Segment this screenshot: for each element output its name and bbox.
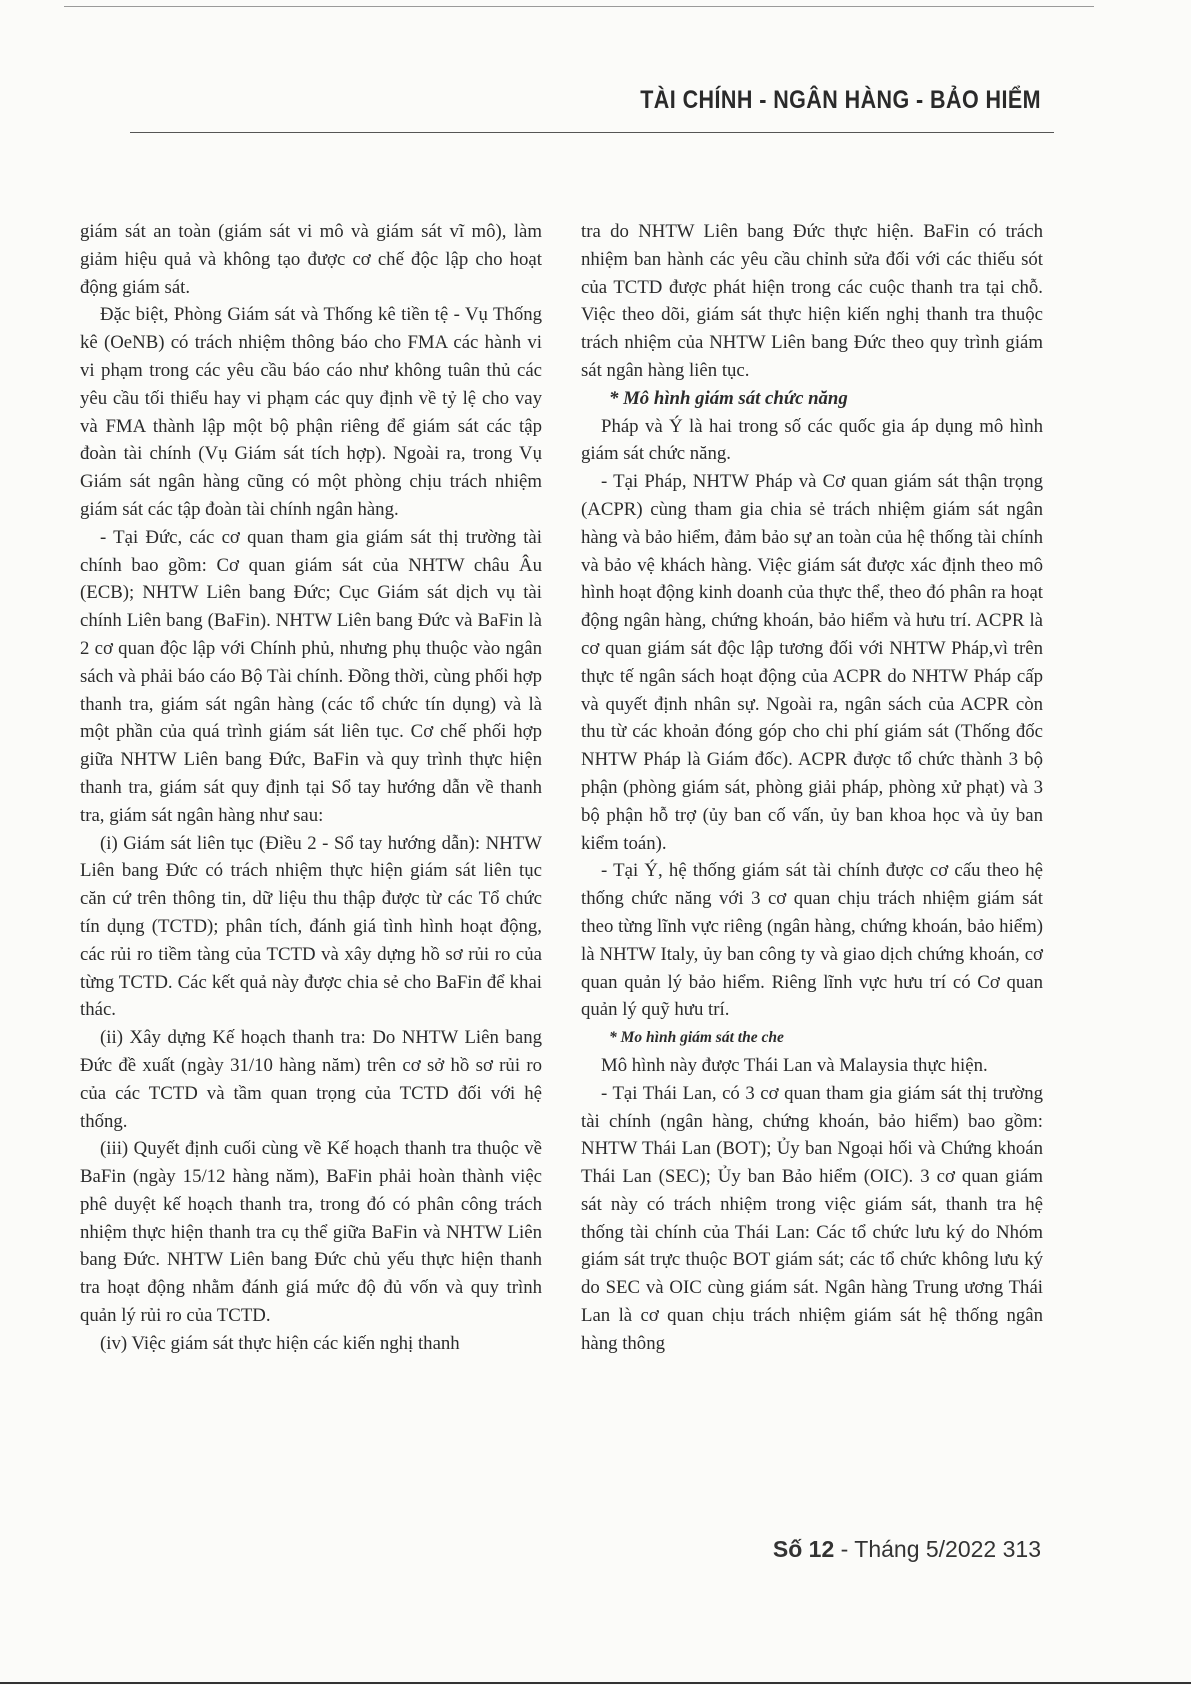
paragraph: (ii) Xây dựng Kế hoạch thanh tra: Do NHTW Liên bang Đức đề xuất (ngày 31/10 hàng năm) trên cơ sở hồ sơ rủi ro của các TCTD và tầm quan trọng của TCTD đối với hệ thống. — [80, 1027, 542, 1132]
section-heading: * Mô hình giám sát chức năng — [609, 387, 848, 409]
section-heading: * Mo hình giám sát the che — [609, 1029, 784, 1047]
paragraph: Pháp và Ý là hai trong số các quốc gia áp dụng mô hình giám sát chức năng. — [581, 415, 1043, 465]
header-rule — [130, 132, 1054, 133]
paragraph: (iv) Việc giám sát thực hiện các kiến nghị thanh — [100, 1332, 460, 1354]
paragraph: (iii) Quyết định cuối cùng về Kế hoạch thanh tra thuộc về BaFin (ngày 15/12 hàng năm), BaFin phải hoàn thành việc phê duyệt kế hoạch thanh tra, trong đó có phân công trách nhiệm thực hiện thanh tra cụ thể giữa BaFin và NHTW Liên bang Đức. NHTW Liên bang Đức chủ yếu thực hiện thanh tra hoạt động nhằm đánh giá mức độ đủ vốn và quy trình quản lý rủi ro của TCTD. — [80, 1138, 542, 1327]
page-number: 313 — [1002, 1536, 1041, 1562]
paragraph: giám sát an toàn (giám sát vi mô và giám sát vĩ mô), làm giảm hiệu quả và không tạo được cơ chế độc lập cho hoạt động giám sát. — [80, 221, 542, 298]
issue-date: - Tháng 5/2022 — [840, 1536, 997, 1562]
paragraph: Đặc biệt, Phòng Giám sát và Thống kê tiền tệ - Vụ Thống kê (OeNB) có trách nhiệm thông báo cho FMA các hành vi vi phạm trong các yêu cầu báo cáo như không tuân thủ các yêu cầu tối thiểu hay vi phạm các quy định về tỷ lệ cho vay và FMA thành lập một bộ phận riêng để giám sát các tập đoàn tài chính (Vụ Giám sát tích hợp). Ngoài ra, trong Vụ Giám sát ngân hàng cũng có một phòng chịu trách nhiệm giám sát các tập đoàn tài chính ngân hàng. — [80, 304, 542, 520]
paragraph: (i) Giám sát liên tục (Điều 2 - Sổ tay hướng dẫn): NHTW Liên bang Đức có trách nhiệm thực hiện giám sát liên tục căn cứ trên thông tin, dữ liệu thu thập được từ các Tổ chức tín dụng (TCTD); phân tích, đánh giá tình hình hoạt động, các rủi ro tiềm tàng của TCTD và xây dựng hồ sơ rủi ro của từng TCTD. Các kết quả này được chia sẻ cho BaFin để khai thác. — [80, 832, 542, 1021]
paragraph: tra do NHTW Liên bang Đức thực hiện. BaFin có trách nhiệm ban hành các yêu cầu chỉnh sửa đối với các thiếu sót của TCTD được phát hiện trong các cuộc thanh tra tại chỗ. Việc theo dõi, giám sát thực hiện kiến nghị thanh tra thuộc trách nhiệm của NHTW Liên bang Đức theo quy trình giám sát ngân hàng liên tục. — [581, 221, 1043, 381]
paragraph: Mô hình này được Thái Lan và Malaysia thực hiện. — [601, 1054, 988, 1076]
running-header: TÀI CHÍNH - NGÂN HÀNG - BẢO HIỂM — [640, 86, 1041, 114]
paragraph: - Tại Ý, hệ thống giám sát tài chính được cơ cấu theo hệ thống chức năng với 3 cơ quan chịu trách nhiệm giám sát theo từng lĩnh vực riêng (ngân hàng, chứng khoán, bảo hiểm) là NHTW Italy, ủy ban công ty và giao dịch chứng khoán, cơ quan quản lý bảo hiểm. Riêng lĩnh vực hưu trí có Cơ quan quản lý quỹ hưu trí. — [581, 860, 1043, 1021]
paragraph: - Tại Đức, các cơ quan tham gia giám sát thị trường tài chính bao gồm: Cơ quan giám sát của NHTW châu Âu (ECB); NHTW Liên bang Đức; Cục Giám sát dịch vụ tài chính Liên bang (BaFin). NHTW Liên bang Đức và BaFin là 2 cơ quan độc lập với Chính phủ, nhưng phụ thuộc vào ngân sách và phải báo cáo Bộ Tài chính. Đồng thời, cùng phối hợp thanh tra, giám sát ngân hàng (các tổ chức tín dụng) và là một phần của quá trình giám sát liên tục. Cơ chế phối hợp giữa NHTW Liên bang Đức, BaFin và quy trình thực hiện thanh tra, giám sát quy định tại Sổ tay hướng dẫn về thanh tra, giám sát ngân hàng như sau: — [80, 526, 542, 826]
page-footer — [773, 1536, 1041, 1563]
paragraph: - Tại Pháp, NHTW Pháp và Cơ quan giám sát thận trọng (ACPR) cùng tham gia chia sẻ trách nhiệm giám sát ngân hàng và bảo hiểm, đảm bảo sự an toàn của hệ thống tài chính và bảo vệ khách hàng. Việc giám sát được xác định theo mô hình hoạt động kinh doanh của thực thể, theo đó phân ra hoạt động ngân hàng, chứng khoán, bảo hiểm và hưu trí. ACPR là cơ quan giám sát độc lập tương đối với NHTW Pháp,vì trên thực tế ngân sách hoạt động của ACPR do NHTW Pháp cấp và quyết định nhân sự. Ngoài ra, ngân sách của ACPR còn thu từ các khoản đóng góp cho chi phí giám sát (Thống đốc NHTW Pháp là Giám đốc). ACPR được tổ chức thành 3 bộ phận (phòng giám sát, phòng giải pháp, phòng xử phạt) và 3 bộ phận hỗ trợ (ủy ban cố vấn, ủy ban khoa học và ủy ban kiểm toán). — [581, 471, 1043, 854]
right-column — [581, 218, 1043, 1358]
bottom-rule — [0, 1682, 1191, 1684]
top-rule — [64, 6, 1094, 7]
left-column — [80, 218, 542, 1358]
paragraph: - Tại Thái Lan, có 3 cơ quan tham gia giám sát thị trường tài chính (ngân hàng, chứng khoán, bảo hiểm) bao gồm: NHTW Thái Lan (BOT); Ủy ban Ngoại hối và Chứng khoán Thái Lan (SEC); Ủy ban Bảo hiểm (OIC). 3 cơ quan giám sát này có trách nhiệm trong việc giám sát, thanh tra hệ thống tài chính của Thái Lan: Các tổ chức lưu ký do Nhóm giám sát trực thuộc BOT giám sát; các tổ chức không lưu ký do SEC và OIC cùng giám sát. Ngân hàng Trung ương Thái Lan là cơ quan chịu trách nhiệm giám sát hệ thống ngân hàng thông — [581, 1082, 1043, 1354]
issue-label: Số 12 — [772, 1536, 835, 1562]
